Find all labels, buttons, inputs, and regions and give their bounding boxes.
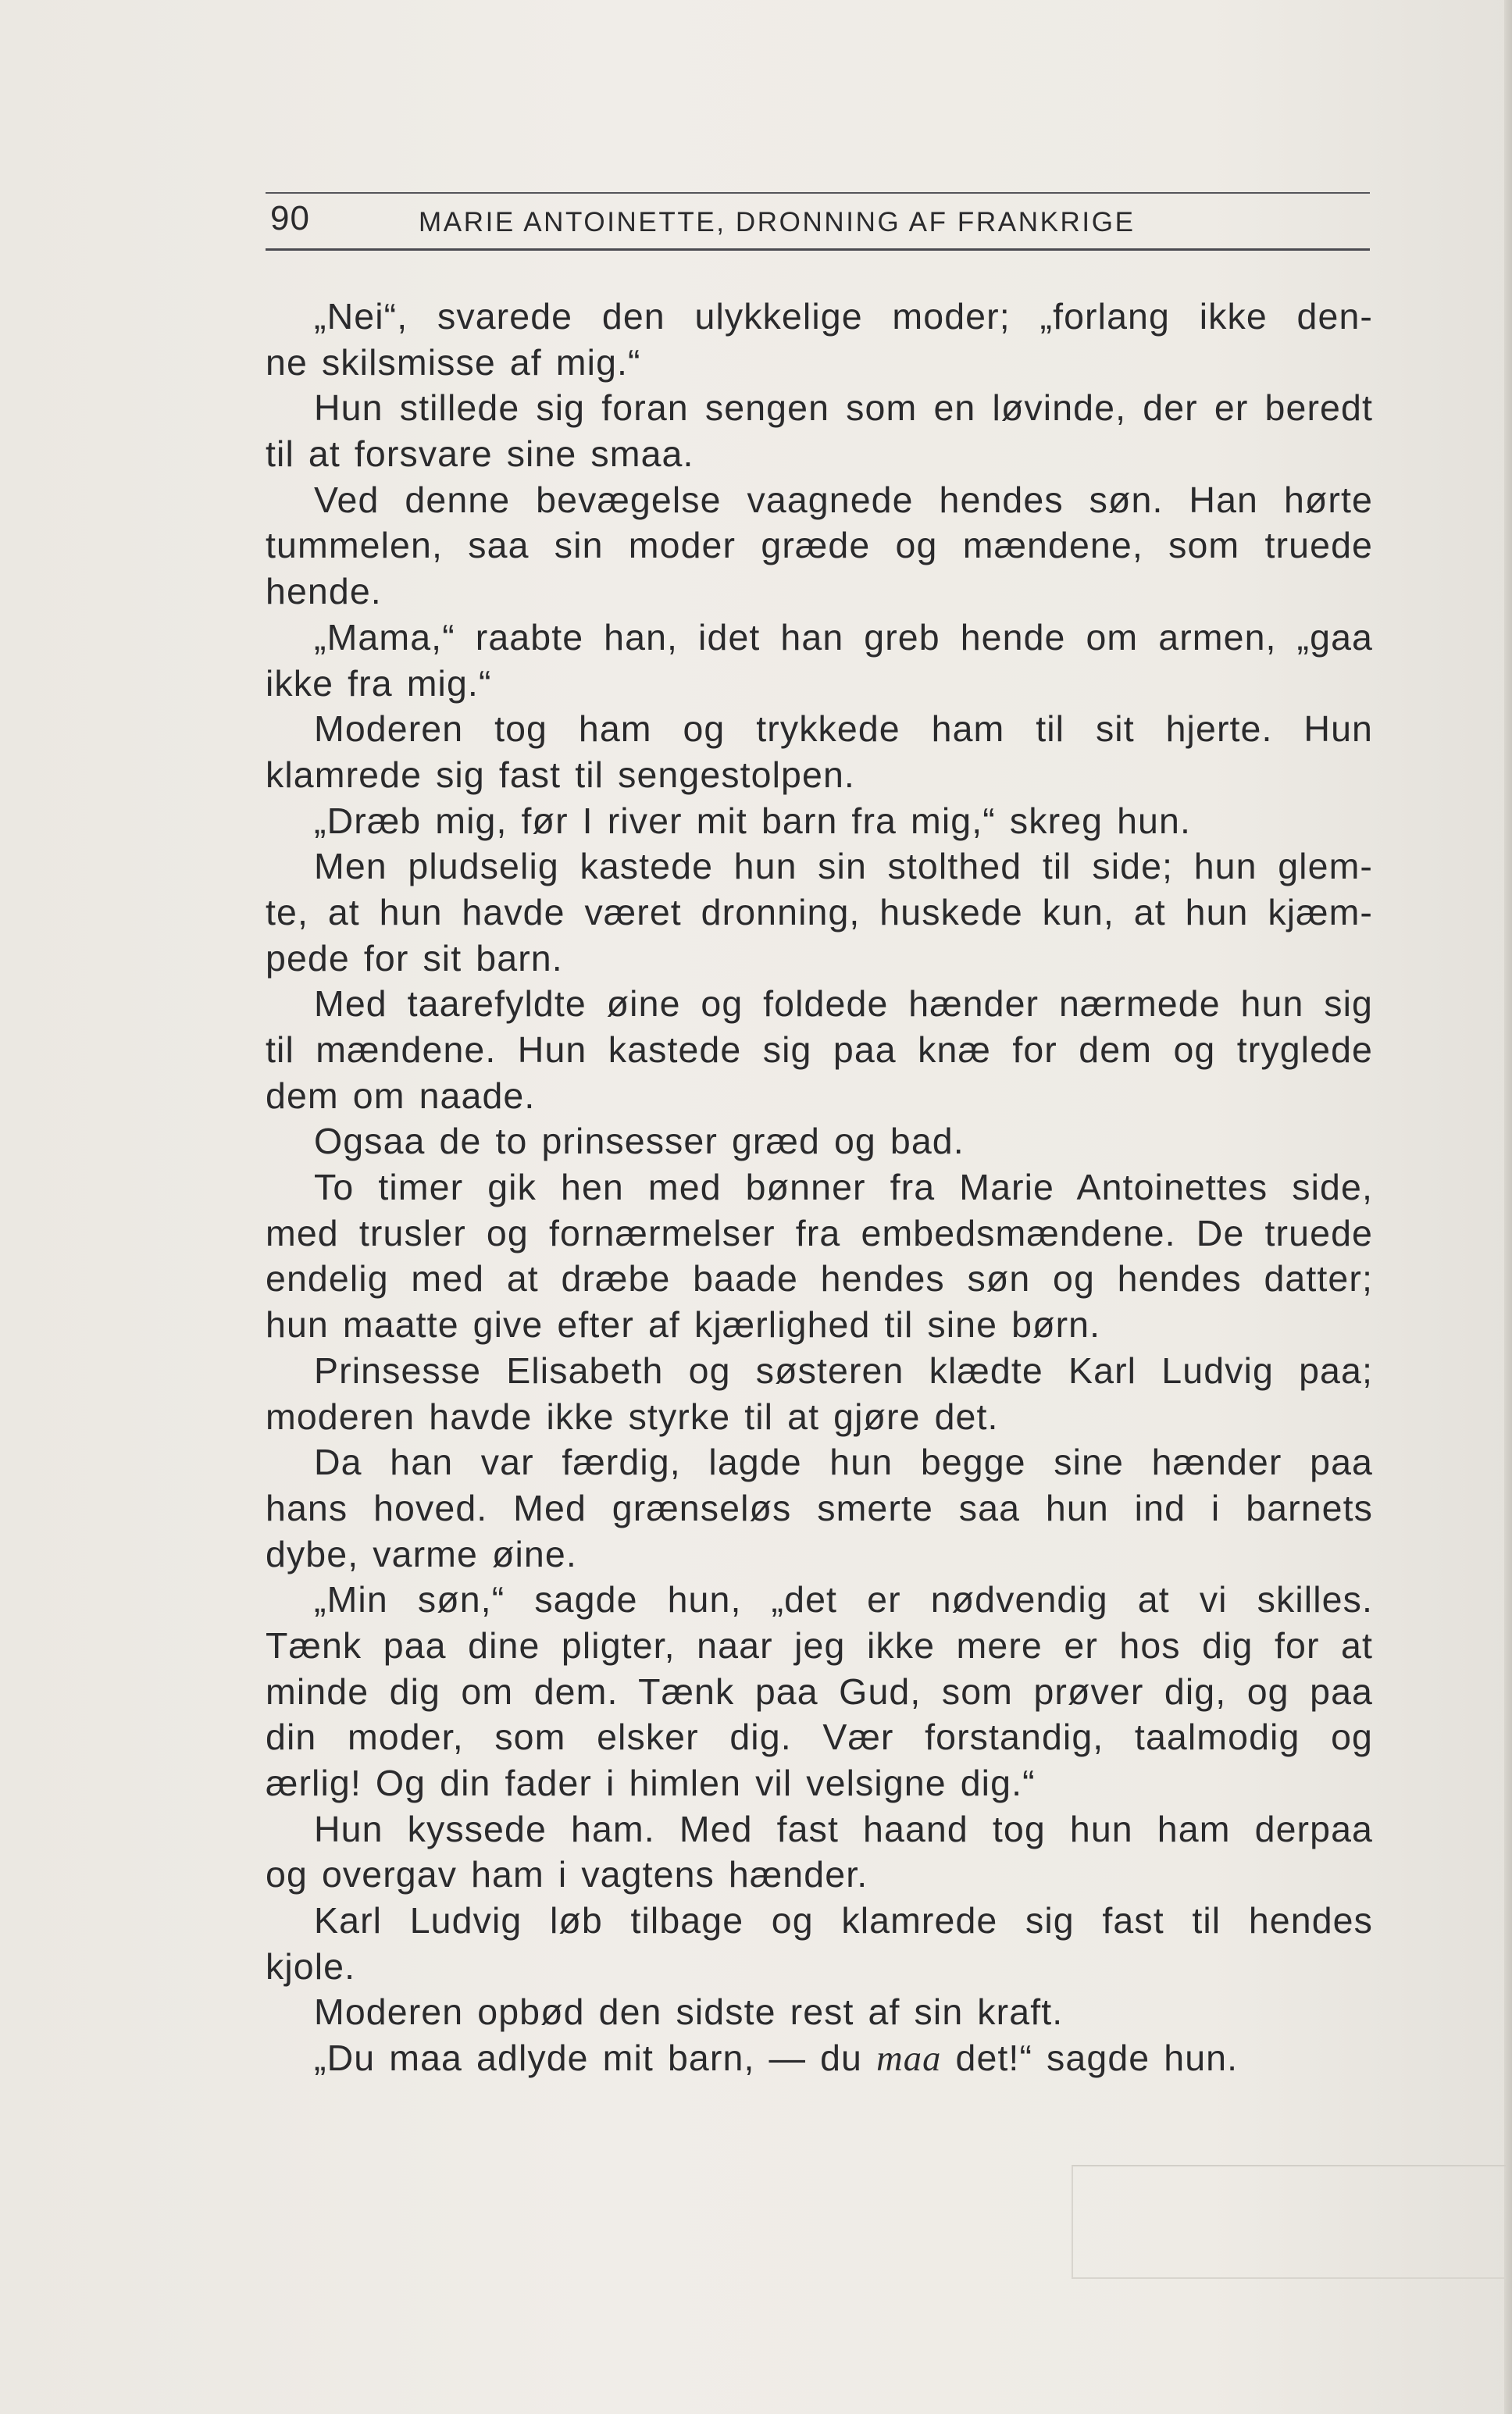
text-line: Med taarefyldte øine og foldede hænder nærmede hun sig [314,983,1373,1025]
text-line: Moderen opbød den sidste rest af sin kraft. [314,1991,1064,2033]
paper-patch [1072,2165,1506,2279]
body-text [266,294,1373,2081]
emphasized-word: maa [876,2039,942,2080]
text-line: Hun kyssede ham. Med fast haand tog hun ham derpaa [314,1808,1373,1849]
text-line: „Nei“, svarede den ulykkelige moder; „forlang ikke den- [314,296,1373,337]
running-title: MARIE ANTOINETTE, DRONNING AF FRANKRIGE [419,207,1136,237]
text-line: „Mama,“ raabte han, idet han greb hende om armen, „gaa [314,616,1373,658]
text-line: Da han var færdig, lagde hun begge sine hænder paa [314,1442,1373,1483]
text-line: dem om naade. [266,1075,536,1116]
text-line: moderen havde ikke styrke til at gjøre det. [266,1396,999,1437]
text-line: dybe, varme øine. [266,1533,577,1574]
text-line: Moderen tog ham og trykkede ham til sit hjerte. Hun [314,708,1373,750]
text-line: Ogsaa de to prinsesser græd og bad. [314,1121,965,1162]
page-edge [1504,0,1512,2414]
text-line: Hun stillede sig foran sengen som en løvinde, der er beredt [314,387,1373,429]
text-line: kjole. [266,1945,356,1987]
text-line: klamrede sig fast til sengestolpen. [266,754,855,795]
final-text-line [266,2035,1373,2081]
text-line: Karl Ludvig løb tilbage og klamrede sig fast til hendes [314,1900,1373,1942]
page-number: 90 [270,199,310,237]
text-line: til at forsvare sine smaa. [266,433,694,475]
text-line: hun maatte give efter af kjærlighed til sine børn. [266,1304,1101,1346]
text-line: ikke fra mig.“ [266,662,492,704]
header-rule-top [266,192,1370,194]
page-header [266,192,1370,255]
text-line: pede for sit barn. [266,937,563,979]
text-line: „Dræb mig, før I river mit barn fra mig,“ skreg hun. [314,800,1191,841]
text-line: hans hoved. Med grænseløs smerte saa hun ind i barnets [266,1487,1373,1528]
text-line: Ved denne bevægelse vaagnede hendes søn. Han hørte [314,479,1373,520]
text-line: Prinsesse Elisabeth og søsteren klædte Karl Ludvig paa; [314,1350,1373,1391]
text-line: til mændene. Hun kastede sig paa knæ for dem og tryglede [266,1029,1373,1070]
text-line: ne skilsmisse af mig.“ [266,341,641,383]
final-line-after: det!“ sagde hun. [955,2038,1239,2079]
text-line: Men pludselig kastede hun sin stolthed til side; hun glem- [314,846,1373,887]
text-line: tummelen, saa sin moder græde og mændene, som truede [266,525,1373,566]
text-line: ærlig! Og din fader i himlen vil velsigne dig.“ [266,1763,1036,1803]
text-line: „Min søn,“ sagde hun, „det er nødvendig at vi skilles. [314,1579,1373,1621]
header-rule-bottom [266,248,1370,251]
text-line: To timer gik hen med bønner fra Marie Antoinettes side, [314,1167,1373,1208]
text-line: endelig med at dræbe baade hendes søn og hendes datter; [266,1258,1373,1300]
text-line: minde dig om dem. Tænk paa Gud, som prøver dig, og paa [266,1671,1373,1712]
text-line: din moder, som elsker dig. Vær forstandig, taalmodig og [266,1717,1373,1758]
text-line: Tænk paa dine pligter, naar jeg ikke mere er hos dig for at [266,1624,1373,1666]
final-line-before: „Du maa adlyde mit barn, — du [314,2038,863,2079]
text-line: og overgav ham i vagtens hænder. [266,1854,868,1895]
text-line: med trusler og fornærmelser fra embedsmændene. De truede [266,1212,1373,1253]
text-line: te, at hun havde været dronning, huskede kun, at hun kjæm- [266,891,1373,932]
text-line: hende. [266,571,382,612]
